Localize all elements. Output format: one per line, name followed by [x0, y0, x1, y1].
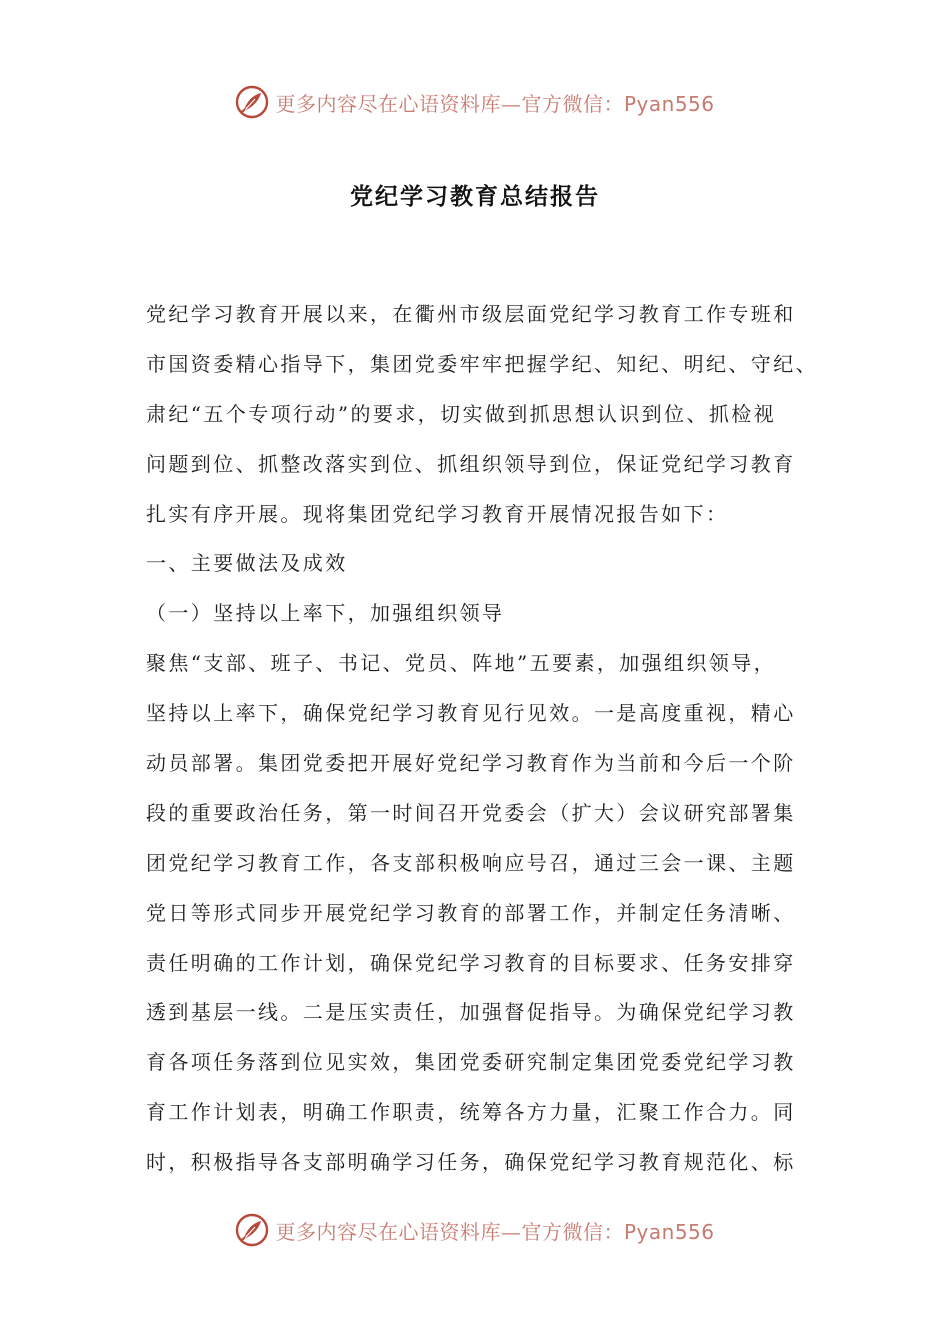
body-line: 问题到位、抓整改落实到位、抓组织领导到位，保证党纪学习教育 [146, 451, 796, 476]
body-line: 段的重要政治任务，第一时间召开党委会（扩大）会议研究部署集 [146, 800, 796, 825]
feather-pen-icon [235, 85, 269, 119]
body-line: 时，积极指导各支部明确学习任务，确保党纪学习教育规范化、标 [146, 1150, 796, 1175]
document-title: 党纪学习教育总结报告 [350, 184, 600, 210]
watermark-text: 更多内容尽在心语资料库—官方微信：Pyan556 [275, 91, 715, 116]
watermark-wechat-id: Pyan556 [623, 91, 715, 116]
body-line: 透到基层一线。二是压实责任，加强督促指导。为确保党纪学习教 [146, 1000, 796, 1025]
body-line: 市国资委精心指导下，集团党委牢牢把握学纪、知纪、明纪、守纪、 [146, 351, 818, 376]
watermark-wechat-id: Pyan556 [623, 1219, 715, 1244]
body-line: 团党纪学习教育工作，各支部积极响应号召，通过三会一课、主题 [146, 850, 796, 875]
feather-pen-icon [235, 1213, 269, 1247]
watermark-header [0, 82, 950, 122]
body-line: 责任明确的工作计划，确保党纪学习教育的目标要求、任务安排穿 [146, 950, 796, 975]
section-heading: 一、主要做法及成效 [146, 551, 348, 576]
body-line: 育工作计划表，明确工作职责，统筹各方力量，汇聚工作合力。同 [146, 1100, 796, 1125]
body-line: 党纪学习教育开展以来，在衢州市级层面党纪学习教育工作专班和 [146, 302, 796, 326]
body-line: 聚焦“支部、班子、书记、党员、阵地”五要素，加强组织领导， [146, 651, 777, 676]
watermark-text: 更多内容尽在心语资料库—官方微信：Pyan556 [275, 1219, 715, 1244]
body-line: 育各项任务落到位见实效，集团党委研究制定集团党委党纪学习教 [146, 1050, 796, 1075]
body-line: 扎实有序开展。现将集团党纪学习教育开展情况报告如下： [146, 501, 729, 526]
subsection-heading: （一）坚持以上率下，加强组织领导 [146, 601, 505, 626]
body-line: 动员部署。集团党委把开展好党纪学习教育作为当前和今后一个阶 [146, 751, 796, 776]
body-line: 坚持以上率下，确保党纪学习教育见行见效。一是高度重视，精心 [146, 701, 796, 726]
body-line: 党日等形式同步开展党纪学习教育的部署工作，并制定任务清晰、 [146, 900, 796, 925]
document-body [146, 290, 826, 1188]
watermark-footer [0, 1210, 950, 1250]
body-line: 肃纪“五个专项行动”的要求，切实做到抓思想认识到位、抓检视 [146, 401, 777, 426]
